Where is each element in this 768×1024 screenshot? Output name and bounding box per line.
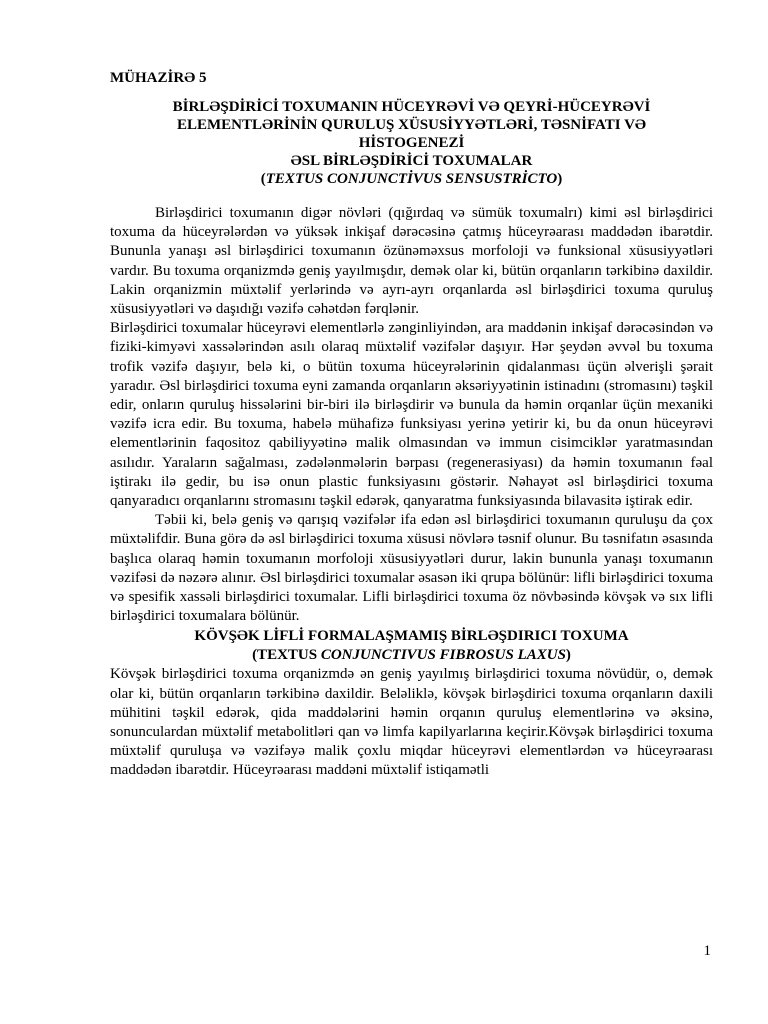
latin-close: ) xyxy=(557,171,563,187)
title-line-1: BİRLƏŞDİRİCİ TOXUMANIN HÜCEYRƏVİ VƏ QEYRİ-HÜCEYRƏVİ xyxy=(172,99,651,115)
latin-title xyxy=(110,170,713,188)
subheading-line-1: KÖVŞƏK LİFLİ FORMALAŞMAMIŞ BİRLƏŞDIRICI TOXUMA xyxy=(194,628,629,645)
subheading xyxy=(110,627,713,665)
paragraph-4: Kövşək birləşdirici toxuma orqanizmdə ən geniş yayılmış birləşdirici toxuma növüdür, o, demək olar ki, bütün orqanların tərkibinə daxildir. Beləliklə, kövşək birləşdirici toxuma orqanların daxili mühitini təşkil edərək, qida maddələrini həmin orqanın quruluş elementlərinə və əksinə, sonunculardan müxtəlif metabolitləri qan və limfa kapilyarlarına keçirir.Kövşək birləşdirici toxuma müxtəlif quruluşa və vəzifəyə malik çoxlu miqdar hüceyrəvi elementlərdən və hüceyrəarası maddədən ibarətdir. Hüceyrəarası maddəni müxtəlif istiqamətli xyxy=(110,666,713,779)
document-page xyxy=(110,68,713,781)
latin-term: TEXTUS CONJUNCTİVUS SENSUSTRİCTO xyxy=(265,171,558,187)
paragraph-3: Təbii ki, belə geniş və qarışıq vəzifələr ifa edən əsl birləşdirici toxumanın quruluşu da çox müxtəlifdir. Buna görə də əsl birləşdirici toxuma xüsusi növlərə təsnif olunur. Bu təsnifatın əsasında başlıca olaraq həmin toxumanın morfoloji xüsusiyyətləri durur, lakin bununla yanaşı toxumanın vəzifəsi də nəzərə alınır. Əsl birləşdirici toxumalar əsasən iki qrupa bölünür: lifli birləşdirici toxuma və spesifik xassəli birləşdirici toxumalar. Lifli birləşdirici toxuma öz növbəsində kövşək və sıx lifli birləşdirici toxumalara bölünür. xyxy=(110,512,713,625)
paragraph-2: Birləşdirici toxumalar hüceyrəvi elementlərlə zənginliyindən, ara maddənin inkişaf dərəcəsindən və fiziki-kimyəvi xassələrindən asılı olaraq müxtəlif vəzifələr daşıyır. Hər şeydən əvvəl bu toxuma trofik vəzifə daşıyır, belə ki, o bütün toxuma hüceyrələrinin qidalanması üçün əlverişli şərait yaradır. Əsl birləşdirici toxuma eyni zamanda orqanların əksəriyyətinin istinadını (stromasını) təşkil edir, onların quruluş hissələrini bir-biri ilə birləşdirir və bunula da həmin orqanlar üçün mexaniki vəzifə icra edir. Bu toxuma, habelə mühafizə funksiyası yerinə yetirir ki, bu da onun hüceyrəvi elementlərinin faqositoz qabiliyyətinə malik olmasından və immun cisimciklər yaratmasından asılıdır. Yaraların sağalması, zədələnmələrin bərpası (regenerasiyası) da həmin toxumanın fəal iştirakı ilə gedir, bu isə onun plastic funksiyasını göstərir. Nəhayət əsl birləşdirici toxuma qanyaradıcı orqanlarını stromasını təşkil edərək, qanyaratma funksiyasında bilavasitə iştirak edir. xyxy=(110,320,713,510)
subheading-latin-term: CONJUNCTIVUS FIBROSUS LAXUS xyxy=(320,647,566,664)
paragraph-1: Birləşdirici toxumanın digər növləri (qığırdaq və sümük toxumalrı) kimi əsl birləşdirici toxuma da hüceyrələrdən və yüksək inkişaf dərəcəsinə çatmış hüceyrəarası maddədən ibarətdir. Bununla yanaşı əsl birləşdirici toxumanın özünəməxsus morfoloji və funksional xüsusiyyətləri vardır. Bu toxuma orqanizmdə geniş yayılmışdır, demək olar ki, bütün orqanların tərkibinə daxildir. Lakin orqanizmin müxtəlif yerlərində və ayrı-ayrı orqanlarda əsl birləşdirici toxuma quruluş xüsusiyyətləri və daşıdığı vəzifə cəhətdən fərqlənir. xyxy=(110,205,713,318)
title-line-3: HİSTOGENEZİ xyxy=(358,135,465,151)
section-title: ƏSL BİRLƏŞDİRİCİ TOXUMALAR xyxy=(290,153,533,169)
title-line-2: ELEMENTLƏRİNİN QURULUŞ XÜSUSİYYƏTLƏRİ, TƏSNİFATI VƏ xyxy=(177,117,646,133)
subheading-latin-suffix: ) xyxy=(565,647,571,664)
page-number: 1 xyxy=(703,943,711,959)
title-block xyxy=(110,98,713,188)
lecture-label: MÜHAZİRƏ 5 xyxy=(110,70,207,86)
subheading-latin xyxy=(110,646,713,665)
subheading-latin-prefix: (TEXTUS xyxy=(252,647,321,664)
latin-open: ( xyxy=(260,171,266,187)
